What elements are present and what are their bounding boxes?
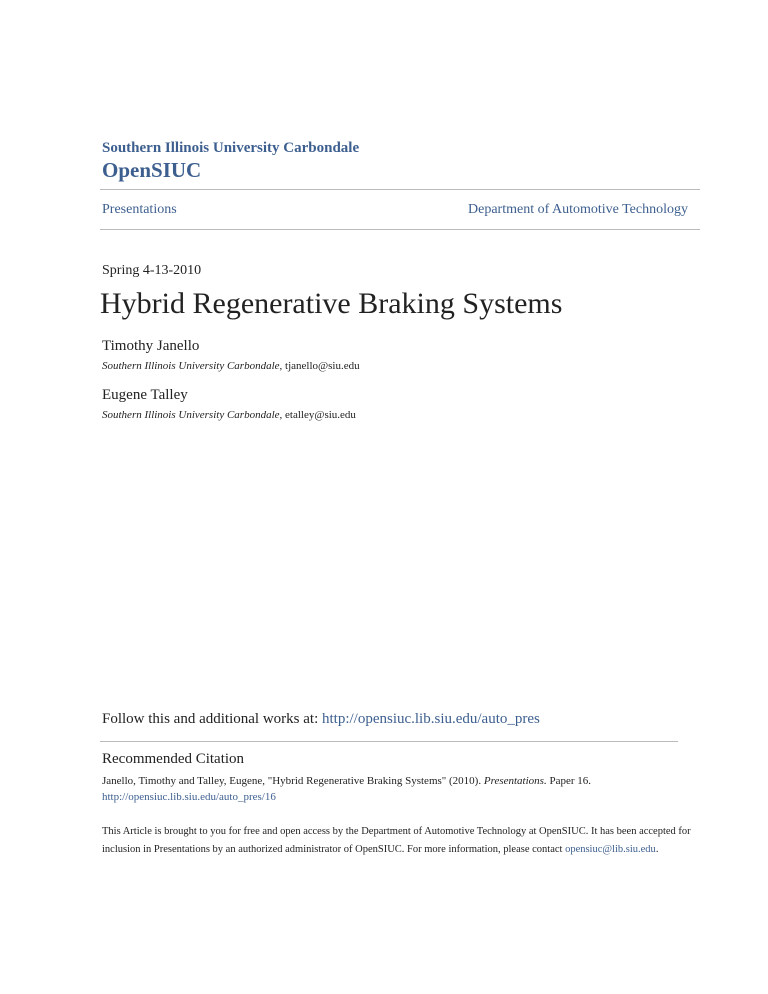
author-affiliation: Southern Illinois University Carbondale, etalley@siu.edu [102, 409, 356, 421]
author-institution: Southern Illinois University Carbondale [102, 360, 280, 372]
follow-text: Follow this and additional works at: [102, 711, 322, 727]
author-email: tjanello@siu.edu [285, 360, 360, 372]
citation-link[interactable]: http://opensiuc.lib.siu.edu/auto_pres/16 [102, 791, 276, 803]
citation-text: Janello, Timothy and Talley, Eugene, "Hybrid Regenerative Braking Systems" (2010). [102, 775, 484, 787]
department-link[interactable]: Department of Automotive Technology [468, 202, 688, 217]
citation-series: Presentations. [483, 775, 547, 787]
repository-name: OpenSIUC [102, 158, 202, 182]
series-link[interactable]: Presentations [102, 202, 177, 217]
access-notice [102, 823, 702, 859]
notice-end: . [655, 844, 659, 855]
follow-link[interactable]: http://opensiuc.lib.siu.edu/auto_pres [321, 711, 540, 727]
author-name: Timothy Janello [102, 338, 200, 354]
citation-heading: Recommended Citation [102, 751, 245, 767]
notice-text: This Article is brought to you for free and open access by the Department of Automotive Technology at OpenSIUC. It has been accepted for inclusion in Presentations by an authorized administrator of OpenSIUC. For more information, please contact [102, 826, 691, 855]
citation-paper-number: Paper 16. [546, 775, 591, 787]
author-affiliation: Southern Illinois University Carbondale, tjanello@siu.edu [102, 360, 360, 372]
author-email: etalley@siu.edu [285, 409, 356, 421]
top-divider [100, 189, 700, 190]
paper-title: Hybrid Regenerative Braking Systems [100, 287, 563, 320]
nav-divider [100, 229, 700, 230]
follow-line [102, 711, 540, 728]
publication-date: Spring 4-13-2010 [102, 263, 202, 278]
contact-email-link[interactable]: opensiuc@lib.siu.edu [565, 844, 656, 855]
citation-block [102, 773, 591, 805]
institution-name: Southern Illinois University Carbondale [102, 140, 360, 156]
citation-divider [100, 741, 678, 742]
author-institution: Southern Illinois University Carbondale [102, 409, 280, 421]
author-name: Eugene Talley [102, 387, 188, 403]
